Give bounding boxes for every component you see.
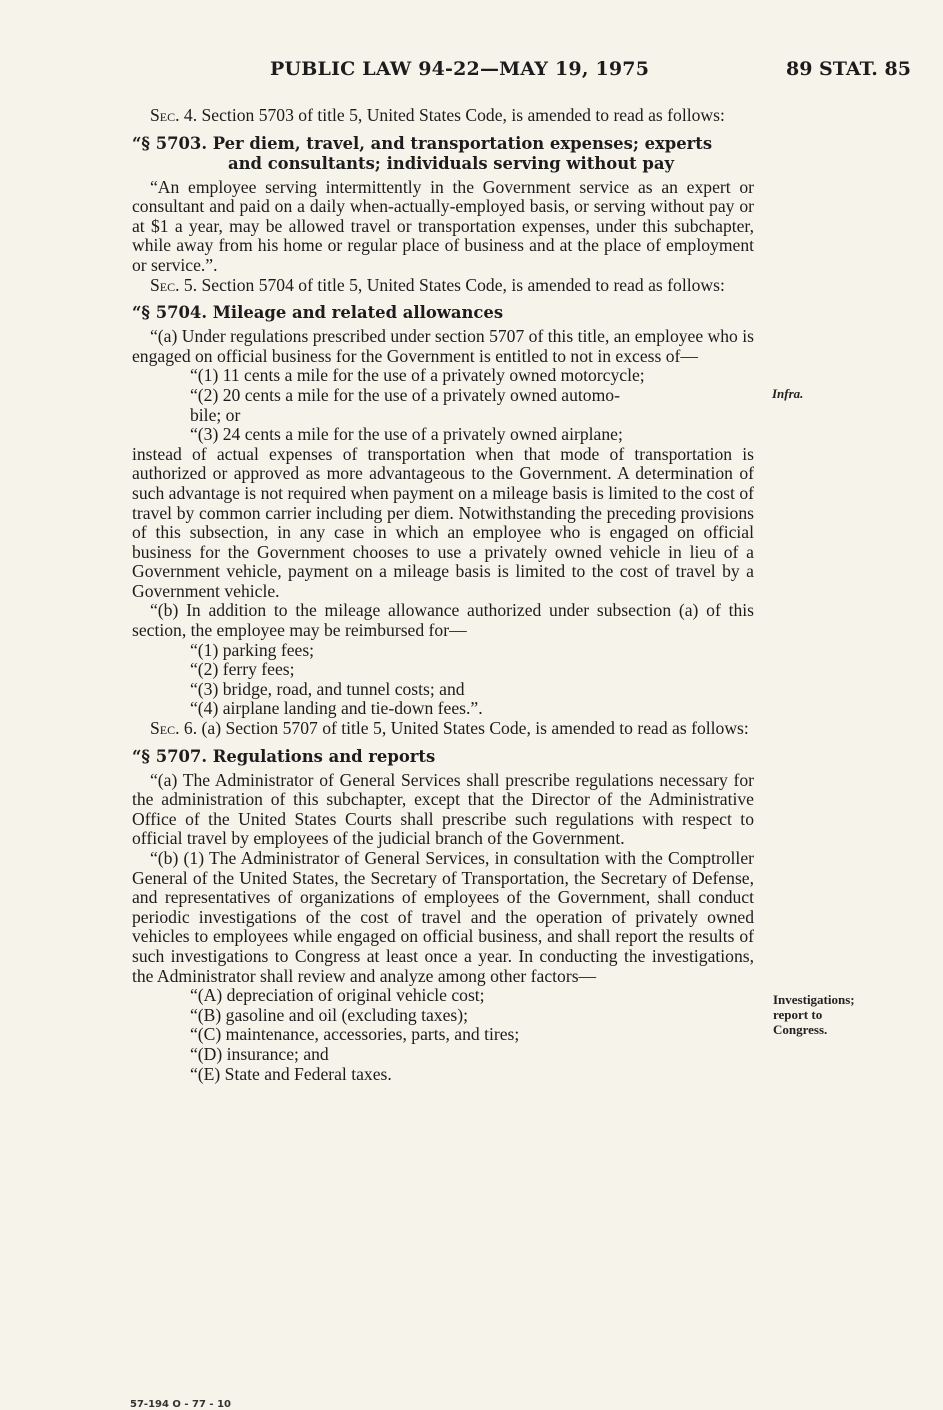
- section-4-text: 4. Section 5703 of title 5, United States Code, is amended to read as follows:: [179, 105, 725, 125]
- list-item-automobile-line1: “(2) 20 cents a mile for the use of a privately owned automo-: [190, 384, 620, 405]
- margin-note-line: Investigations;: [773, 992, 855, 1007]
- margin-note-infra: Infra.: [772, 386, 804, 401]
- factor-insurance: “(D) insurance; and: [190, 1043, 329, 1064]
- sec-label: Sec.: [150, 274, 180, 295]
- list-item-automobile-line2: bile; or: [190, 404, 241, 425]
- list-item-ferry: “(2) ferry fees;: [190, 659, 295, 680]
- list-item-airplane-landing: “(4) airplane landing and tie-down fees.”.: [190, 698, 483, 719]
- statute-page-number: 89 STAT. 85: [786, 58, 911, 80]
- factor-depreciation: “(A) depreciation of original vehicle cost;: [190, 985, 485, 1006]
- paragraph-5704-a: “(a) Under regulations prescribed under section 5707 of this title, an employee who is engaged on official business for the Government is entitled to not in excess of—: [132, 326, 754, 366]
- margin-note-investigations: [773, 992, 855, 1037]
- paragraph-5707-a: “(a) The Administrator of General Services shall prescribe regulations necessary for the administration of this subchapter, except that the Director of the Administrative Office of the United States Courts shall prescribe such regulations with respect to official travel by employees of the judicial branch of the Government.: [132, 769, 754, 849]
- factor-maintenance: “(C) maintenance, accessories, parts, and tires;: [190, 1024, 520, 1045]
- heading-5703-line1: “§ 5703. Per diem, travel, and transportation expenses; experts: [132, 133, 713, 153]
- heading-5707: “§ 5707. Regulations and reports: [132, 746, 436, 766]
- paragraph-5704-a-continued: instead of actual expenses of transportation when that mode of transportation is authorized or approved as more advantageous to the Government. A determination of such advantage is not required when payment on a mileage basis is limited to the cost of travel by common carrier including per diem. Notwithstanding the preceding provisions of this subsection, in any case in which an employee who is engaged on official business for the Government chooses to use a privately owned vehicle in lieu of a Government vehicle, payment on a mileage basis is limited to the cost of travel by a Government vehicle.: [132, 443, 754, 601]
- paragraph-5707-b: “(b) (1) The Administrator of General Services, in consultation with the Comptroller General of the United States, the Secretary of Transportation, the Secretary of Defense, and representatives of organizations of employees of the Government, shall conduct periodic investigations of the cost of travel and the operation of privately owned vehicles to employees while engaged on official business, and shall report the results of such investigations to Congress at least once a year. In conducting the investigations, the Administrator shall review and analyze among other factors—: [132, 848, 754, 986]
- list-item-airplane: “(3) 24 cents a mile for the use of a privately owned airplane;: [190, 424, 623, 445]
- margin-note-line: report to: [773, 1007, 823, 1022]
- factor-taxes: “(E) State and Federal taxes.: [190, 1063, 392, 1084]
- heading-5703-line2: and consultants; individuals serving without pay: [228, 153, 674, 173]
- law-body-text: [132, 106, 754, 1084]
- section-6-text: 6. (a) Section 5707 of title 5, United States Code, is amended to read as follows:: [179, 718, 749, 739]
- sec-label: Sec.: [150, 718, 180, 739]
- list-item-bridge: “(3) bridge, road, and tunnel costs; and: [190, 678, 465, 699]
- list-item-parking: “(1) parking fees;: [190, 639, 315, 660]
- heading-5704: “§ 5704. Mileage and related allowances: [132, 303, 504, 323]
- list-item-automobile: [132, 386, 754, 425]
- heading-5703: [132, 134, 754, 174]
- running-header-title: PUBLIC LAW 94-22—MAY 19, 1975: [270, 58, 650, 80]
- sec-label: Sec.: [150, 105, 180, 125]
- factor-gasoline: “(B) gasoline and oil (excluding taxes);: [190, 1004, 468, 1025]
- printing-office-code: 57-194 O - 77 - 10: [130, 1399, 231, 1410]
- section-5-paragraph: [132, 276, 754, 296]
- paragraph-5703: “An employee serving intermittently in the Government service as an expert or consultant and paid on a daily when-actually-employed basis, or serving without pay or at $1 a year, may be allowed travel or transportation expenses, under this subchapter, while away from his home or regular place of business and at the place of employment or service.”.: [132, 176, 754, 275]
- section-4-paragraph: [132, 106, 754, 126]
- paragraph-5704-b: “(b) In addition to the mileage allowance authorized under subsection (a) of this section, the employee may be reimbursed for—: [132, 600, 754, 641]
- list-item-motorcycle: “(1) 11 cents a mile for the use of a privately owned motorcycle;: [190, 365, 645, 386]
- section-5-text: 5. Section 5704 of title 5, United States Code, is amended to read as follows:: [179, 274, 725, 295]
- section-6-paragraph: [132, 719, 754, 739]
- margin-note-line: Congress.: [773, 1022, 828, 1037]
